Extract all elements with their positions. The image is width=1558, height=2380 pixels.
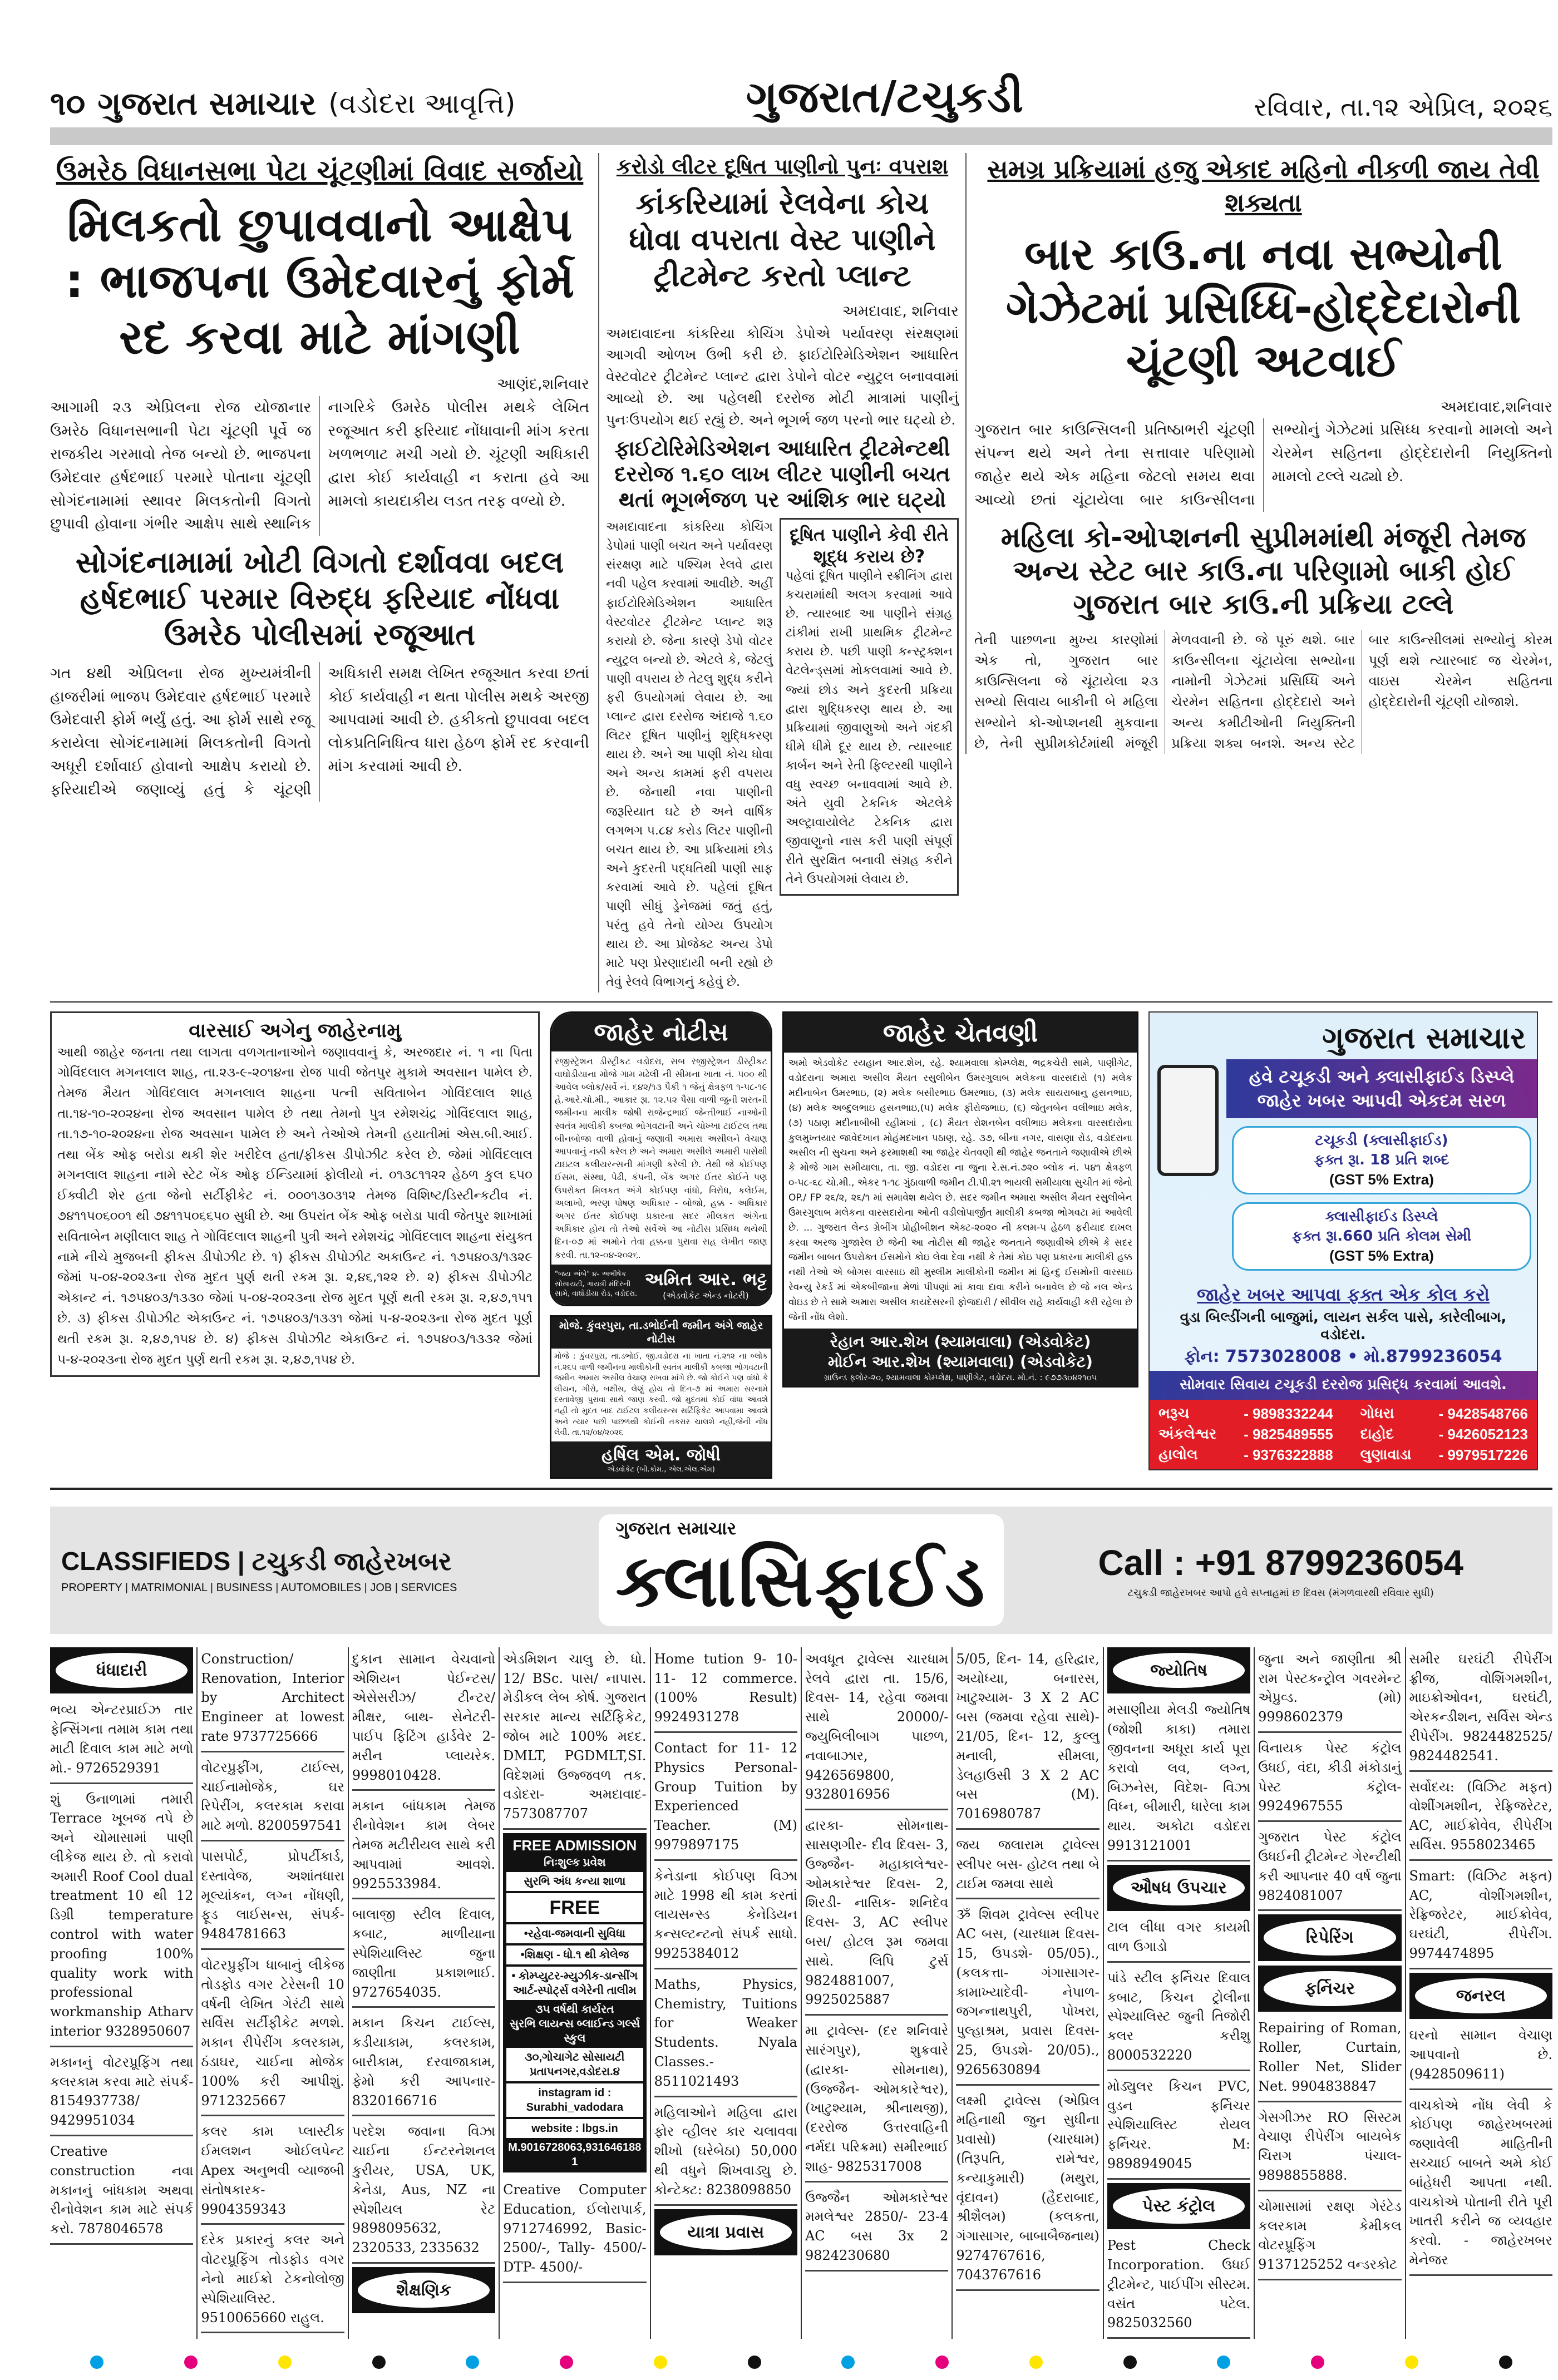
story-body: અમદાવાદના કાંકરિયા કોચિંગ ડેપોમાં પાણી બચત અને પર્યાવરણ સંરક્ષણ માટે પશ્ચિમ રેલવે દ્વારા નવી પહેલ કરવામાં આવીછે. અહીં ફાઈટોરિમેડિએશન આધારિત વેસ્ટવોટર ટ્રીટમેન્ટ પ્લાન્ટ શરૂ કરાયો છે. જેના કારણે ડેપો વોટર ન્યુટ્રલ બન્યો છે. એટલે કે, જેટલું પાણી વપરાય છે તેટલુ શુદ્ધ કરીને ફરી ઉપયોગમાં લેવાય છે. આ પ્લાન્ટ દ્વારા દરરોજ અંદાજે ૧.૬૦ લિટર દૂષિત પાણીનું શુદ્ધિકરણ થાય છે. અને આ પાણી કોચ ધોવા અને અન્ય કામમાં ફરી વપરાય છે. જેનાથી નવા પાણીની જરૂરિયાત ઘટે છે અને વાર્ષિક લગભગ ૫.૮૪ કરોડ લિટર પાણીની બચત થાય છે. આ પ્રક્રિયામાં છોડ અને કુદરતી પદ્ધતિથી પાણી સાફ કરવામાં આવે છે. પહેલાં દૂષિત પાણી સીધું ડ્રેનેજમાં જતું હતું, પરંતુ હવે તેનો યોગ્ય ઉપયોગ થાય છે. આ પ્રોજેક્ટ અન્ય ડેપો માટે પણ પ્રેરણાદાયી બની રહ્યો છે તેવું રેલવે વિભાગનું કહેવું છે. bbox=[606, 520, 773, 990]
advocate-name: મોઈન આર.શેખ (શ્યામવાલા) (એડવોકેટ) bbox=[828, 1352, 1093, 1371]
classified-ad: પરદેશ જવાના વિઝા ચાઈના ઈન્ટરનેશનલ કુરીયર, USA, UK, કેનેડા, Aus, NZ ના સ્પેશીયલ રેટ 9898095632, 2320533, 2335632 bbox=[352, 2120, 495, 2264]
registration-dot bbox=[935, 2356, 949, 2369]
story-headline: મિલકતો છુપાવવાનો આક્ષેપ : ભાજપના ઉમેદવારનું ફોર્મ રદ કરવા માટે માંગણી bbox=[65, 197, 575, 364]
classified-ad: Creative construction નવા મકાનનું બાંધકામ અથવા રીનોવેશન કામ માટે સંપર્ક કરો. 7878046578 bbox=[50, 2140, 193, 2245]
registration-dot bbox=[654, 2356, 667, 2369]
registration-dot bbox=[1123, 2356, 1137, 2369]
category-label: ઔષધ ઉપચાર bbox=[1113, 1870, 1245, 1906]
classifieds-categories: PROPERTY | MATRIMONIAL | BUSINESS | AUTOMOBILES | JOB | SERVICES bbox=[61, 1581, 457, 1594]
registration-marks bbox=[50, 2356, 1552, 2369]
registration-dot bbox=[841, 2356, 855, 2369]
dateline: અમદાવાદ, શનિવાર bbox=[842, 302, 959, 320]
classified-ad: Smart: (વિઝિટ મફત) AC, વોશીંગમશીન, રેફ્રિજરેટર, માઈક્રોવેવ, ઘરઘંટી, રીપેરીંગ. 9974474895 bbox=[1409, 1864, 1552, 1969]
story-bar-council bbox=[965, 153, 1552, 754]
classified-category-header bbox=[1107, 1647, 1250, 1694]
classified-category-header bbox=[654, 2209, 797, 2256]
offer-gst: (GST 5% Extra) bbox=[1329, 1247, 1434, 1265]
classified-ad: બાલાજી સ્ટીલ દિવાલ, કબાટ, માળીયાના સ્પેશિયાલિસ્ટ જુના જાણીતા પ્રકાશભાઈ. 9727654035. bbox=[352, 1903, 495, 2008]
registration-dot bbox=[748, 2356, 761, 2369]
classified-ad: મકાનનું વોટરપ્રૂફિંગ તથા કલરકામ કરવા માટે સંપર્ક- 8154937738/ 9429951034 bbox=[50, 2051, 193, 2136]
story-headline: કાંકરિયામાં રેલવેના કોચ ધોવા વપરાતા વેસ્ટ પાણીને ટ્રીટમેન્ટ કરતો પ્લાન્ટ bbox=[629, 186, 936, 293]
registration-dot bbox=[90, 2356, 103, 2369]
section-title: ગુજરાત/ટચુકડી bbox=[746, 72, 1024, 122]
notice-address: "જય અંબે" ૪- અભીષેક સોસાયટી, ગાયત્રી મંદિરની સામે, વાઘોડીયા રોડ, વડોદરા. bbox=[555, 1270, 638, 1298]
classified-ad: ગેસગીઝર RO સિસ્ટમ વેચાણ રીપેરીંગ બાયબેક ચિરાગ પંચાલ- 9898855888. bbox=[1258, 2106, 1401, 2191]
category-label: ધંધાદારી bbox=[56, 1653, 188, 1688]
ad-line: •રહેવા-જમવાની સુવિધા bbox=[506, 1924, 643, 1943]
classified-category-header bbox=[352, 2267, 495, 2314]
offer-display bbox=[1232, 1202, 1531, 1271]
offer-gst: (GST 5% Extra) bbox=[1329, 1171, 1434, 1188]
classified-ad: ઉજ્જૈન ઓમકારેશ્વર મમલેશ્વર 2850/- 23-4 AC બસ 3x 2 9824230680 bbox=[805, 2186, 948, 2272]
advocate-address: ગ્રાઉન્ડ ફ્લોર-૨૦, શ્યામવાલા કોમ્પ્લેક્ષ, પાણીગેટ, વડોદરા. મો.નં. : ૯૭૭૩૦૪૨૧૦૫ bbox=[824, 1372, 1097, 1382]
category-label: ફર્નિચર bbox=[1264, 1971, 1396, 2007]
story-subhead: મહિલા કો-ઓપ્શનની સુપ્રીમમાંથી મંજૂરી તેમજ અન્ય સ્ટેટ બાર કાઉ.ના પરિણામો બાકી હોઈ ગુજરાત બાર કાઉ.ની પ્રક્રિયા ટલ્લે bbox=[1000, 521, 1526, 620]
advocate-name: હર્ષિલ એમ. જોષી bbox=[601, 1445, 721, 1465]
registration-dot bbox=[372, 2356, 386, 2369]
story-kicker: સમગ્ર પ્રક્રિયામાં હજુ એકાદ મહિનો નીકળી જાય તેવી શક્યતા bbox=[987, 154, 1540, 218]
registration-dot bbox=[1311, 2356, 1324, 2369]
branch-phone: - 9428548766 bbox=[1438, 1405, 1528, 1422]
registration-dot bbox=[278, 2356, 292, 2369]
registration-dot bbox=[1217, 2356, 1230, 2369]
ad-line: M.9016728063,9316461881 bbox=[508, 2141, 642, 2168]
notice-stack bbox=[550, 1011, 772, 1479]
notice-title: જાહેર નોટીસ bbox=[551, 1013, 771, 1051]
classifieds-brand-small: ગુજરાત સમાચાર bbox=[615, 1518, 737, 1539]
classifieds-brand-logo: ક્લાસિફાઈડ bbox=[615, 1538, 987, 1623]
classified-ad: ચોમાસામાં રક્ષણ ગેરંટેડ કલરકામ કેમીકલ વોટરપ્રૂફિંગ 9137125252 વન્ડરકોટ bbox=[1258, 2195, 1401, 2280]
classified-category-header bbox=[1107, 2183, 1250, 2230]
classified-category-header bbox=[1258, 1966, 1401, 2012]
classified-ad: વાચકોએ નોંધ લેવી કે કોઈપણ જાહેરખબરમાં જણાવેલી માહિતીની સચ્ચાઈ બાબતે અમે કોઈ બાંહેધરી આપતા નથી. વાચકોએ પોતાની રીતે પૂરી ખાતરી કરીને જ વ્યવહાર કરવો. - જાહેરખબર મેનેજર bbox=[1409, 2093, 1552, 2276]
classified-ad: વોટરપ્રુફીંગ ધાબાનું લીકેજ તોડફોડ વગર ટેરેસની 10 વર્ષની લેખિત ગેરંટી સાથે સર્વિસ સર્ટીફીકેટ મળશે. મકાન રીપેરીંગ કલરકામ, ઠંડાઘર, ચાઈના મોજેક 100% કરી આપીશું. 9712325667 bbox=[201, 1953, 344, 2116]
story-kankaria bbox=[598, 153, 965, 993]
notice-body: અમો એડવોકેટ રયહાન આર.શેખ, રહે. શ્યામવાલા કોમ્પ્લેક્ષ, ભદ્રકચેરી સામે, પાણીગેટ, વડોદરાના અમારા અસીલ મૈયત રસુલીબેન ઉમરગુલાબ મલેકના વારસદારો (૧) મલેક મદીનાબેન ઉમરભાઇ, (૨) મલેક બસીરભાઇ ઉમરભાઇ, (૩) મલેક સાયરાબાનુ હસનભાઇ, (૪) મલેક અબ્દુલભાઇ હસનભાઇ,(૫) મલેક ફીરોજભાઇ, (૬) જેતુનબેન વલીભાઇ મલેક, (૭) પઠાણ મદીનાબીબી રહીમખાં , (૮) મૈયત રોશનબેન વલીભાઇ મલેકના વારસદારોના કુલમુખ્તયાર જાવેદખાન મોહંમદખાન પઠાણ, રહે. ૩૭, બીના નગર, વાસણા રોડ, વડોદરાના અસીલ ની સુચના અને ફરમાશથી આ જાહેર ચેતવણી થી જાહેર જનતાને જણાવીએ છીએ કે મોજે ગામ સમીયાલા, તા. જી. વડોદરા ના જુના રે.સ.નં.૭૨૦ બ્લોક નં. ૫૪૧ ક્ષેત્રફળ ૦-૫૮-૬૮ ચો.મી., એકર ૧-૧૮ ગુંઠાવાળી જમીન ટી.પી.૨૧ ભાયલી સમીયાલા સુચીત માં જેનો OP./ FP ૨૬/૨, ૨૬/૧ માં સમાવેશ થયેલ છે. સદર જમીન અમારા અસીલ મૈયત રસુલીબેન ઉમરગુલાબ મલેકના વારસદારોના ઓની વડીલોપાર્જીત માલીકી કબજા ભોગવટા માં આવેલી છે. ... ગુજરાત લેન્ડ ગ્રેબીંગ પ્રોહીબીશન એક્ટ-૨૦૨૦ ની કલમ-૫ હેઠળ ફરીયાદ દાખલ કરવા અરજ ગુજારેલ છે જેની આ નોટીસ થી જાહેર જનતાને જણાવીએ છીએ કે સદર જમીન બાબત ઉપરોક્ત ઈસમોને કોઇ લેવા દેવા નથી કે તેમાં કોઇ પણ પ્રકારના માલીકી હક્ક નથી તેઓ એ બોગસ વારસાઇ થી મુસ્લીમ માલીકોની જમીન માં હિન્દુ ઈસમોની વારસાઇ રેવન્યુ રેકર્ડ માં એકબીજાના મેળાં પીપણાં માં કાવા દાવા કરીને બનાવેલ છે જે નલ એન્ડ વોઇડ છે તે સામે અમારા અસીલ કાયદેસરની ફોજદારી / સીવીલ રાહે કાર્યવાહી કરી રહેલા છે જેની નોંધ લેશો. bbox=[788, 1058, 1132, 1323]
category-label: શૈક્ષણિક bbox=[358, 2273, 490, 2308]
classified-ad: ટાલ લીધા વગર કાયમી વાળ ઉગાડો bbox=[1107, 1915, 1250, 1963]
notice-land bbox=[550, 1315, 772, 1479]
branch-phone: - 9376322888 bbox=[1244, 1446, 1333, 1463]
advocate-name: રેહાન આર.શેખ (શ્યામવાલા) (એડવોકેટ) bbox=[830, 1332, 1091, 1351]
classifieds-call-note: ટચુકડી જાહેરખબર આપો હવે સપ્તાહમાં છ દિવસ (મંગળવારથી રવિવાર સુધી) bbox=[1127, 1587, 1434, 1599]
ad-band-line2: જાહેર ખબર આપવી એકદમ સરળ bbox=[1257, 1089, 1506, 1111]
notice-title: વારસાઈ અગેનુ જાહેરનામુ bbox=[189, 1019, 401, 1042]
registration-dot bbox=[560, 2356, 573, 2369]
classified-ad: વિનાયક પેસ્ટ કંટ્રોલ ઉધઈ, વંદા, કીડી મંકોડાનું પેસ્ટ કંટ્રોલ- 9924967555 bbox=[1258, 1736, 1401, 1822]
notices-row bbox=[50, 1011, 1552, 1479]
ad-line: website : lbgs.in bbox=[506, 2119, 643, 2138]
branch-city: હાલોલ bbox=[1158, 1446, 1198, 1463]
classified-ad: કલર કામ પ્લાસ્ટીક ઈમલશન ઓઈલપેન્ટ Apex અનુભવી વ્યાજબી સંતોષકારક- 9904359343 bbox=[201, 2120, 344, 2225]
ad-line: • કોમ્પ્યુટર-મ્યુઝીક-ડાન્સીંગ આર્ટ-સ્પોર્ટ્સ વગેરેની તાલીમ bbox=[506, 1967, 643, 2000]
classified-ad: દુકાન સામાન વેચવાનો એશિયન પેઈન્ટસ/ એસેસરીઝ/ ટીન્ટર/ મીક્ષર, બાથ- સેનેટરી- પાઈપ ફિટિંગ હાર્ડવેર 2- મરીન પ્લાયરેક. 9998010428. bbox=[352, 1647, 495, 1791]
story-body: ગત ૪થી એપ્રિલના રોજ મુખ્યમંત્રીની હાજરીમાં ભાજપ ઉમેદવાર હર્ષદભાઈ પરમારે ઉમેદવારી ફોર્મ ભર્યું હતું. આ ફોર્મ સાથે રજૂ કરાયેલા સોગંદનામામાં મિલકતોની વિગતો અધૂરી દર્શાવાઈ હોવાનો આક્ષેપ કરાયો છે. ફરિયાદીએ જણાવ્યું હતું કે ચૂંટણી અધિકારી સમક્ષ લેખિત રજૂઆત કરવા છતાં કોઈ કાર્યવાહી ન થતા પોલીસ મથકે અરજી આપવામાં આવી છે. હકીકતો છુપાવવા બદલ લોકપ્રતિનિધિત્વ ધારા હેઠળ ફોર્મ રદ કરવાની માંગ કરવામાં આવી છે. bbox=[50, 664, 589, 798]
category-label: યાત્રા પ્રવાસ bbox=[660, 2215, 792, 2250]
classified-ad: Construction/ Renovation, Interior by Architect Engineer at lowest rate 9737725666 bbox=[201, 1647, 344, 1752]
classified-ad: ભવ્ય એન્ટરપ્રાઈઝ તાર ફેન્સિંગના તમામ કામ તથા માટી દિવાલ કામ માટે મળો મો.- 9726529391 bbox=[50, 1698, 193, 1784]
category-label: જ્યોતિષ bbox=[1113, 1653, 1245, 1688]
story-subhead: ફાઈટોરિમેડિએશન આધારિત ટ્રીટમેન્ટથી દરરોજ ૧.૬૦ લાખ લીટર પાણીની બચત થતાં ભૂગર્ભજળ પર આંશિક ભાર ઘટ્યો bbox=[614, 436, 950, 512]
ad-cta: જાહેર ખબર આપવા ફક્ત એક કોલ કરો bbox=[1197, 1284, 1490, 1306]
page-number: ૧૦ bbox=[50, 85, 86, 122]
ad-brand-logo: ગુજરાત સમાચાર bbox=[1322, 1020, 1526, 1055]
dateline: અમદાવાદ,શનિવાર bbox=[1441, 398, 1552, 416]
classified-ad: 5/05, દિન- 14, હરિદ્વાર, અયોધ્યા, બનારસ, ખાટુશ્યામ- 3 X 2 AC બસ (જમવા રહેવા સાથે)- 21/05, દિન- 12, કુલ્લુ મનાલી, સીમલા, ડેલહાઉસી 3 X 2 AC બસ (M). 7016980787 bbox=[956, 1647, 1099, 1830]
section-rule bbox=[50, 1001, 1552, 1003]
sidebar-title: દૂષિત પાણીને કેવી રીતે શૂદ્ધ કરાય છે? bbox=[790, 524, 949, 567]
notice-body: આથી જાહેર જનતા તથા લાગતા વળગતાનાઓને જણાવવાનું કે, અરજદાર નં. ૧ ના પિતા ગોવિંદલાલ મગનલાલ શાહ, તા.૨૩-૯-૨૦૧૪ના રોજ પાવી જેતપુર મુકામે અવસાન પામેલ છે. તેમજ મૈયત ગોવિંદલાલ મગનલાલ શાહના પત્ની સવિતાબેન ગોવિંદલાલ શાહ તા.૧૪-૧૦-૨૦૨૪ના રોજ અવસાન પામેલ છે તથા તેમનો પુત્ર રમેશચંદ્ર ગોવિંદલાલ શાહ, તા.૧૭-૧૦-૨૦૨૪ના રોજ અવસાન પામેલ છે અને તેઓએ તેમની હયાતીમાં એસ.બી.આઈ. તથા બેંક ઓફ બરોડા થકી શેર ખરીદેલ હતા/ફીકસ ડીપોઝીટ કરેલ છે. જેમાં ગોવિંદલાલ મગનલાલ શાહના નામે સ્ટેટ બેંક ઓફ ઈન્ડિયામાં ફોલીયો નં. ૦૧૩૮૧૧૨૨ હેઠળ કુલ ૬૫૦ ઈક્વીટી શેર હતા જેનો સર્ટીફીકેટ નં. ૦૦૦૧૩૦૩૧૨ તેમજ વિશિષ્ટ/ડિસ્ટીન્કટીવ નં. ૭૪૧૧૫૦૬૦૦૧ થી ૭૪૧૧૫૦૬૬૫૦ સુધી છે. આ ઉપરાંત બેંક ઓફ બરોડા પાવી જેતપુર શાખામાં સવિતાબેન મણીલાલ શાહ તે ગોવિંદલાલ શાહની પુત્રી અને રમેશચંદ્ર ગોવિંદલાલ શાહના સંયુક્ત નામે નીચે મુજબની ફીકસ ડીપોઝીટ છે. ૧) ફીકસ ડીપોઝીટ અકાઉન્ટ નં. ૧૭૫૪૦૩/૧૩૨૯ જેમાં ૫-૦૪-૨૦૨૩ના રોજ મુદત પુર્ણ થતી રકમ રૂા. ૨,૪૬,૧૨૨ છે. ૨) ફીકસ ડીપોઝીટ એકાન્ટ નં. ૧૭૫૪૦૩/૧૩૩૦ જેમાં ૫-૦૪-૨૦૨૩ના રોજ મુદત પૂર્ણ થતી રકમ રૂા. ૨,૪૭,૧૫૧ છે. ૩) ફીકસ ડીપોઝીટ એકાઉન્ટ નં. ૧૭૫૪૦૩/૧૩૩૧ જેમાં ૫-૪-૨૦૨૩ના રોજ મુદત પૂર્ણ થતી રકમ રૂા. ૨,૪૭,૧૫૪ છે. ૪) ફીકસ ડીપોઝીટ એકાઉન્ટ નં. ૧૭૫૪૦૩/૧૩૩૨ જેમાં ૫-૪-૨૦૨૩ના રોજ મુદત પુર્ણ થતી રકમ રૂા. ૨,૪૭,૧૫૪ છે. bbox=[57, 1045, 533, 1367]
ad-line: સુરભિ અંધ કન્યા શાળા bbox=[506, 1872, 643, 1891]
classified-ad: દ્વારકા- સોમનાથ- સાસણગીર- દીવ દિવસ- 3, ઉજ્જૈન- મહાકાલેશ્વર-ઓમકારેશ્વર દિવસ- 2, શિરડી- નાસિક- શનિદેવ દિવસ- 3, AC સ્લીપર બસ/ હોટલ રૂમ જમવા સાથે. લિપિ ટુર્સ 9824881007, 9925025887 bbox=[805, 1814, 948, 2016]
classified-ad: મસાણીયા મેલડી જ્યોતિષ (જોશી કાકા) તમારા જીવનના અધૂરા કાર્ય પૂરા કરાવો લવ, લગ્ન, બિઝનેસ, વિદેશ- વિઝા વિધ્ન, બીમારી, ધારેલા કામ થાય. અકોટા વડોદરા 9913121001 bbox=[1107, 1698, 1250, 1861]
classified-ad: Contact for 11- 12 Physics Personal- Group Tuition by Experienced Teacher. (M) 9979897175 bbox=[654, 1736, 797, 1861]
edition: (વડોદરા આવૃત્તિ) bbox=[328, 87, 516, 120]
free-admission-ad bbox=[503, 1833, 646, 2172]
masthead bbox=[50, 72, 1552, 123]
branch-city: લુણાવાડા bbox=[1360, 1446, 1412, 1463]
classified-ad: એડમિશન ચાલુ છે. ધો. 12/ BSc. પાસ/ નાપાસ. મેડીકલ લેબ કોર્ષ. ગુજરાત સરકાર માન્ય સર્ટિફિકેટ, જોબ માટે 100% મદદ. DMLT, PGDMLT,SI. વિદેશમાં ઉજ્જવળ તક. વડોદરા- અમદાવાદ- 7573087707 bbox=[503, 1647, 646, 1830]
category-label: જનરલ bbox=[1415, 1978, 1547, 2014]
classified-ad: જય જલારામ ટ્રાવેલ્સ સ્લીપર બસ- હોટલ તથા બે ટાઈમ જમવા સાથે bbox=[956, 1833, 1099, 1899]
advocate-name: અમિત આર. ભટ્ટ bbox=[644, 1268, 767, 1290]
newspaper-page bbox=[50, 0, 1552, 2369]
classified-ad: Repairing of Roman, Roller, Curtain, Roller Net, Slider Net. 9904838847 bbox=[1258, 2016, 1401, 2102]
classified-ad: દરેક પ્રકારનું કલર અને વોટરપ્રૂફિંગ તોડફોડ વગર નેનો માઈક્રો ટેકનોલોજી સ્પેશિયાલિસ્ટ. 9510065660 રાહુલ. bbox=[201, 2228, 344, 2333]
classified-category-header bbox=[50, 1647, 193, 1694]
classified-ad: ૐ શિવમ ટ્રાવેલ્સ સ્લીપર AC બસ, (ચારધામ દિવસ- 15, ઉપડશે- 05/05)., (કલકત્તા- ગંગાસાગર- કામાખ્યાદેવી- નેપાળ- જગન્નાથપુરી, પોખરા, પુલ્હાશ્રમ, પ્રવાસ દિવસ- 25, ઉપડશે- 20/05)., 9265630894 bbox=[956, 1903, 1099, 2085]
classified-promo-ad bbox=[1148, 1011, 1538, 1470]
ad-schedule: સોમવાર સિવાય ટચૂકડી દરરોજ પ્રસિદ્ધ કરવામાં આવશે. bbox=[1150, 1371, 1537, 1399]
ad-address: વુડા બિલ્ડીંગની બાજુમાં, લાયન સર્કલ પાસે, કારેલીબાગ, વડોદરા. bbox=[1180, 1309, 1507, 1344]
branch-phone: - 9898332244 bbox=[1244, 1405, 1333, 1422]
classified-ad: મકાન બાંધકામ તેમજ રીનોવેશન કામ લેબર તેમજ મટીરીયલ સાથે કરી આપવામાં આવશે. 9925533984. bbox=[352, 1794, 495, 1899]
advocate-title: (એડવોકેટ એન્ડ નોટરી) bbox=[663, 1290, 749, 1301]
classified-ad: મોડ્યુલર કિચન PVC, વુડન ફર્નિચર સ્પેશિયાલિસ્ટ રોયલ ફર્નિચર. M: 9898949045 bbox=[1107, 2075, 1250, 2180]
offer-price: ફક્ત રૂા. 18 પ્રતિ શબ્દ bbox=[1314, 1151, 1449, 1168]
branch-city: ભરૂચ bbox=[1158, 1405, 1190, 1422]
classified-ad: Pest Check Incorporation. ઉધઈ ટ્રીટમેન્ટ, પાઈપીંગ સીસ્ટમ. વસંત પટેલ. 9825032560 bbox=[1107, 2234, 1250, 2339]
ad-line: FREE bbox=[506, 1893, 643, 1922]
dateline: આણંદ,શનિવાર bbox=[497, 376, 589, 393]
classifieds-call: Call : +91 8799236054 bbox=[1098, 1542, 1464, 1583]
issue-date: રવિવાર, તા.૧૨ એપ્રિલ, ૨૦૨૬ bbox=[1254, 92, 1552, 122]
ad-line: •શિક્ષણ - ધો.૧ થી કોલેજ bbox=[506, 1946, 643, 1964]
masthead-left bbox=[50, 85, 515, 123]
advocate-title: એડવોકેટ (બી.કોમ., એલ.એલ.એમ) bbox=[607, 1465, 715, 1474]
classified-ad: લક્ષ્મી ટ્રાવેલ્સ (એપ્રિલ મહિનાથી જુન સુધીના પ્રવાસો) (ચારધામ) (તિરૂપતિ, રામેશ્વર, કન્યાકુમારી) (મથુરા, વૃંદાવન) (હૈદરાબાદ, શ્રીશૈલમ) (કલકતા, ગંગાસાગર, બાબાબૈજનાથ) 9274767616, 7043767616 bbox=[956, 2089, 1099, 2291]
offer-price: ફક્ત રૂા.660 પ્રતિ કોલમ સેમી bbox=[1291, 1228, 1472, 1245]
ad-line: ૩૦,ગોચાગેટ સોસાયટી પ્રતાપનગર,વડોદરા.૪ bbox=[506, 2048, 643, 2081]
story-kicker: કરોડો લીટર દૂષિત પાણીનો પુનઃ વપરાશ bbox=[616, 154, 949, 179]
story-body: તેની પાછળના મુખ્ય કારણોમાં એક તો, ગુજરાત બાર કાઉન્સિલના જે ચૂંટાયેલા ૨૩ સભ્યો સિવાય બાકીની બે મહિલા સભ્યોને કો-ઓપ્શનથી મુકવાના છે, તેની સુપ્રીમકોર્ટમાંથી મંજૂરી મેળવવાની છે. જે પૂરું થશે. બાર કાઉન્સીલના ચૂંટાયેલા સભ્યોના નામોની ગેઝેટમાં પ્રસિધ્ધિ અને ચેરમેન સહિતના હોદ્દેદારો અને અન્ય કમીટીઓની નિયુક્તિની પ્રક્રિયા શક્ય બનશે. અન્ય સ્ટેટ બાર કાઉન્સીલમાં સભ્યોનું કોરમ પૂર્ણ થશે ત્યારબાદ જ ચેરમેન, વાઇસ ચેરમેન સહિતના હોદ્દેદારોની ચૂંટણી યોજાશે. bbox=[974, 631, 1552, 751]
ad-line: ૩૫ વર્ષથી કાર્યરત bbox=[535, 2003, 614, 2016]
story-kicker: ઉમરેઠ વિધાનસભા પેટા ચૂંટણીમાં વિવાદ સર્જાયો bbox=[56, 155, 584, 187]
classified-ad: સમીર ઘરઘંટી રીપેરીંગ ફ્રીજ, વોશિંગમશીન, માઇક્રોઓવન, ઘરઘંટી, એરકન્ડીશન, સર્વિસ એન્ડ રીપેરીંગ. 9824482525/ 9824482541. bbox=[1409, 1647, 1552, 1772]
offer-title: ટચૂકડી (ક્લાસીફાઈડ) bbox=[1315, 1132, 1448, 1149]
category-label: રિપેરિંગ bbox=[1264, 1920, 1396, 1956]
story-lede: અમદાવાદના કાંકરિયા કોચિંગ ડેપોએ પર્યાવરણ સંરક્ષણમાં આગવી ઓળખ ઉભી કરી છે. ફાઈટોરિમેડિએશન આધારિત વેસ્ટવોટર ટ્રીટમેન્ટ પ્લાન્ટ દ્વારા ડેપોને વોટર ન્યુટ્રલ બનાવવામાં આવ્યો છે. આ પહેલથી દરરોજ મોટી માત્રામાં પાણીનું પુનઃઉપયોગ થઈ રહ્યું છે. અને ભૂગર્ભ જળ પરનો ભાર ઘટ્યો છે. bbox=[606, 325, 959, 428]
ad-line: FREE ADMISSION bbox=[512, 1836, 637, 1854]
notice-body: રજીસ્ટ્રેશન ડીસ્ટ્રીકટ વડોદરા, સબ રજીસ્ટ્રેશન ડીસ્ટ્રીકટ વાઘોડીયાના મોજે ગામ મઢેલી ની સીમના ખાતા નં. ૫૦૦ થી આવેલ બ્લોક/સર્વે નં. ૬૪૨/૧૩ પૈકી ૧ જેનું ક્ષેત્રફળ ૧-૫૮-૧૯ હે.આરે.ચો.મી., આકાર રૂા. ૧૨.૫૨ પૈસા વાળી જુની શરતની જમીનના માલીક જોષી રાજેન્દ્રભાઈ જેન્તીભાઈ નાઓની સ્વતંત્ર માલીકી કબજા ભોગવટાની અને ચોખ્ખા ટાઈટલ તથા બીનબોજા વાળી હોવાનું જણાવી અમારા અસીલને વેચાણ આપવાનું નક્કી કરેલ છે અને અમારા અસીલે અમારી પાસેથી ટાઇટલ કલીયરન્સની માંગણી કરેલી છે. તેથી જે કોઈપણ ઈસમ, સંસ્થા, પેઢી, કંપની, બેંક અગર ઈતર કોઈને પણ ઉપરોક્ત મિલકત અંગે કોઈપણ વાંધો, વિરોધ, કલેઈમ, અલાખો, ભરણ પોષણ અધિકાર - બોજો, હક્ક - અધિકાર અગર ઈતર કોઈપણ પ્રકારના સદર મીલકત અંગેના અધિકાર હોય તો તેઓ સર્વેએ આ નોટીસ પ્રસિધ્ધ થયેથી દિન-૦૭ માં અમોને તેવા હક્કના પુરાવા સહ લેખીત જાણ કરવી. તા.૧૨-૦૪-૨૦૨૬. bbox=[555, 1055, 767, 1260]
notice-inheritance bbox=[50, 1011, 540, 1377]
classified-ad: Home tution 9- 10- 11- 12 commerce. (100% Result) 9924931278 bbox=[654, 1647, 797, 1733]
classified-category-header bbox=[1258, 1914, 1401, 1961]
classified-ad: પાસપોર્ટ, પ્રોપર્ટીકાર્ડ, દસ્તાવેજ, અશાંતધારા મૂલ્યાંકન, લગ્ન નોંધણી, ફૂડ લાઈસન્સ, સંપર્ક- 9484781663 bbox=[201, 1845, 344, 1950]
notice-warning bbox=[782, 1011, 1138, 1387]
branch-phone: - 9979517226 bbox=[1438, 1446, 1528, 1463]
branch-city: ગોધરા bbox=[1360, 1405, 1394, 1422]
sidebar-body: પહેલાં દૂષિત પાણીને સ્ક્રીનિંગ દ્વારા કચરામાંથી અલગ કરવામાં આવે છે. ત્યારબાદ આ પાણીને સંગ્રહ ટાંકીમાં રાખી પ્રાથમિક ટ્રીટમેન્ટ કરાય છે. પછી પાણી કન્સ્ટ્રક્શન વેટલેન્ડ્સમાં મોકલવામાં આવે છે. જ્યાં છોડ અને કુદરતી પ્રક્રિયા દ્વારા શુદ્ધિકરણ થાય છે. આ પ્રક્રિયામાં જીવાણુઓ અને ગંદકી ધીમે ધીમે દૂર થાય છે. ત્યારબાદ કાર્બન અને રેતી ફિલ્ટરથી પાણીને વધુ સ્વચ્છ બનાવવામાં આવે છે. અંતે યુવી ટેકનિક એટલેકે અલ્ટ્રાવાયોલેટ ટેકનિક દ્વારા જીવાણુનો નાસ કરી પાણી સંપૂર્ણ રીતે સુરક્ષિત બનાવી સંગ્રહ કરીને તેને ઉપયોગમાં લેવાય છે. bbox=[786, 569, 953, 887]
section-rule bbox=[50, 1488, 1552, 1490]
offer-title: ક્લાસીફાઈડ ડિસ્પ્લે bbox=[1325, 1208, 1438, 1226]
classified-ad: વોટરપ્રુફીંગ, ટાઈલ્સ, ચાઈનામોજેક, ઘર રિપેરીંગ, કલરકામ કરાવા માટે મળો. 8200597541 bbox=[201, 1756, 344, 1841]
registration-dot bbox=[1405, 2356, 1418, 2369]
story-subhead: સોગંદનામામાં ખોટી વિગતો દર્શાવવા બદલ હર્ષદભાઈ પરમાર વિરુદ્ધ ફરિયાદ નોંધવા ઉમરેઠ પોલીસમાં રજૂઆત bbox=[75, 545, 564, 652]
classified-category-header bbox=[1409, 1973, 1552, 2019]
phone-in-hand-icon bbox=[1157, 1065, 1219, 1176]
classified-ad: શું ઉનાળામાં તમારી Terrace ખૂબજ તપે છે અને ચોમાસામાં પાણી લીકેજ થાય છે. તો કરાવો અમારી Roof Cool dual treatment 10 થી 12 ડિગ્રી temperature control with water proofing 100% quality work with professional workmanship Atharv interior 9328950607 bbox=[50, 1788, 193, 2047]
notice-public bbox=[550, 1011, 772, 1306]
branch-phone: - 9426052123 bbox=[1438, 1425, 1528, 1443]
classified-category-header bbox=[1107, 1865, 1250, 1912]
branch-city: અંકલેશ્વર bbox=[1158, 1425, 1217, 1443]
classified-ad: Creative Computer Education, ઈલોરાપાર્ક, 9712746992, Basic- 2500/-, Tally- 4500/- DTP- 4500/- bbox=[503, 2178, 646, 2283]
notice-title: મોજે. કુંવરપુરા, તા.ડભોઈની જમીન અંગે જાહેર નોટીસ bbox=[551, 1317, 771, 1349]
classified-ad: મકાન કિચન ટાઈલ્સ, કડીયાકામ, કલરકામ, બારીકામ, દરવાજાકામ, ફેમો કરી આપનાર- 8320166716 bbox=[352, 2011, 495, 2116]
category-label: પેસ્ટ કંટ્રોલ bbox=[1113, 2189, 1245, 2224]
ad-band-line1: હવે ટચૂકડી અને ક્લાસીફાઈડ ડિસ્પ્લે bbox=[1249, 1065, 1515, 1087]
story-umreth bbox=[50, 153, 598, 802]
classified-ad: ઘરનો સામાન વેચાણ આપવાનો છે. (9428509611) bbox=[1409, 2023, 1552, 2090]
classifieds-logo-bg bbox=[599, 1514, 1003, 1626]
paper-logo: ગુજરાત સમાચાર bbox=[97, 85, 317, 122]
classified-ad: કેનેડાના કોઈપણ વિઝા માટે 1998 થી કામ કરતાં લાયસન્સ્ડ કેનેડિયન કન્સલ્ટન્ટનો સંપર્ક સાધો. 9925384012 bbox=[654, 1864, 797, 1969]
story-lede: ગુજરાત બાર કાઉન્સિલની પ્રતિષ્ઠાભરી ચૂંટણી સંપન્ન થયે અને તેના સત્તાવાર પરિણામો જાહેર થયે એક મહિના જેટલો સમય થવા આવ્યો છતાં ચૂંટાયેલા બાર કાઉન્સીલના સભ્યોનું ગેઝેટમાં પ્રસિધ્ધ કરવાનો મામલો અને ચેરમેન સહિતના હોદ્દેદારોની નિયુક્તિનો મામલો ટલ્લે ચઢ્યો છે. bbox=[974, 421, 1552, 508]
classified-ad: મહિલાઓને મહિલા દ્વારા ફોર વ્હીલર કાર ચલાવવા શીખો (ઘરેબેઠા) 50,000 થી વધુને શિખવાડ્યુ છે. કોન્ટેક્ટ: 8238098850 bbox=[654, 2101, 797, 2206]
registration-dot bbox=[1029, 2356, 1043, 2369]
branch-city: દાહોદ bbox=[1360, 1425, 1394, 1443]
classified-ad: ગુજરાત પેસ્ટ કંટ્રોલ ઉધઈની ટ્રીટમેન્ટ ગેરન્ટીથી કરી આપનાર 40 વર્ષ જુના 9824081007 bbox=[1258, 1825, 1401, 1911]
classified-columns bbox=[50, 1647, 1552, 2339]
notice-body: મોજે : કુંવરપુરા, તા.ડભોઈ, જી.વડોદરા ના ખાતા નં.૨૧૨ ના બ્લોક નં.૨૬૫ વાળી જમીનના માલીકોની સ્વતંત્ર માલીકી કબજા ભોગવટાની જમીન અમારા અસીલ વેચાણ રાખવા માંગે છે. જો કોઈને પણ વાંધો કે લીયન, ગીરો, બક્ષીસ, લેણું હોય તો દિન-૭ માં અમારા સરનામે દસ્તાવેજી પુરાવા સાથે જાણ કરવી. જો મુદતમાં કોઈ વાંધા આવશે નહી તો મુદત બાદ ટાઈટલ કલીયરન્સ સર્ટિફિકેટ આપવામા આવશે અને ત્યાર પછી પાછળથી કોઈની તકરાર ચાલશે નહી,જેની નોંધ લેવી. તા.૧૨/૦૪/૨૦૨૬ bbox=[554, 1352, 768, 1438]
classifieds-title: CLASSIFIEDS | ટચુકડી જાહેરખબર bbox=[61, 1547, 452, 1576]
top-stories-row bbox=[50, 153, 1552, 993]
classified-ad: અવધૂત ટ્રાવેલ્સ ચારધામ રેલવે દ્વારા તા. 15/6, દિવસ- 14, રહેવા જમવા સાથે 20000/- જ્યુબિલીબાગ પાછળ, નવાબાઝાર, 9426569800, 9328016956 bbox=[805, 1647, 948, 1810]
story-lede: આગામી ૨૩ એપ્રિલના રોજ યોજાનાર ઉમરેઠ વિધાનસભાની પેટા ચૂંટણી પૂર્વે જ રાજકીય ગરમાવો તેજ બન્યો છે. ભાજપના ઉમેદવાર હર્ષદભાઈ પરમારે પોતાના ચૂંટણી સોગંદનામામાં સ્થાવર મિલકતોની વિગતો છુપાવી હોવાના ગંભીર આક્ષેપ સાથે સ્થાનિક નાગરિકે ઉમરેઠ પોલીસ મથકે લેખિત રજૂઆત કરી ફરિયાદ નોંધાવાની માંગ કરતા ખળભળાટ મચી ગયો છે. ચૂંટણી અધિકારી દ્વારા કોઈ કાર્યવાહી ન કરાતા હવે આ મામલો કાયદાકીય લડત તરફ વળ્યો છે. bbox=[50, 399, 589, 533]
sidebar-box bbox=[780, 518, 959, 895]
ad-line: નિઃશુલ્ક પ્રવેશ bbox=[544, 1856, 606, 1869]
registration-dot bbox=[1499, 2356, 1512, 2369]
offer-classified bbox=[1232, 1126, 1531, 1194]
ad-line: instagram id : Surabhi_vadodara bbox=[506, 2083, 643, 2117]
story-headline: બાર કાઉ.ના નવા સભ્યોની ગેઝેટમાં પ્રસિધ્ધિ-હોદ્દેદારોની ચૂંટણી અટવાઈ bbox=[1005, 228, 1521, 387]
classified-ad: મા ટ્રાવેલ્સ- (દર શનિવારે સારંગપુર), શુક્રવારે (દ્વારકા- સોમનાથ), (ઉજ્જૈન- ઓમકારેશ્વર), (ખાટુશ્યામ, શ્રીનાથજી), (દરરોજ ઉત્તરવાહિની નર્મદા પરિક્રમા) સમીરભાઈ શાહ- 9825317008 bbox=[805, 2019, 948, 2182]
ad-phones: ફોન: 7573028008 • મો.8799236054 bbox=[1184, 1347, 1502, 1367]
header-rule bbox=[50, 127, 1552, 145]
branch-phone: - 9825489555 bbox=[1244, 1425, 1333, 1443]
registration-dot bbox=[184, 2356, 198, 2369]
classified-ad: પાંડે સ્ટીલ ફર્નિચર દિવાલ કબાટ, કિચન ટ્રોલીના સ્પેશ્યાલિસ્ટ જુની તિજોરી કલર કરીશુ 8000532220 bbox=[1107, 1966, 1250, 2071]
classified-ad: Maths, Physics, Chemistry, Tuitions for Weaker Students. Nyala Classes.- 8511021493 bbox=[654, 1973, 797, 2097]
classified-ad: જુના અને જાણીતા શ્રી રામ પેસ્ટકન્ટ્રોલ ગવરમેન્ટ એપ્રુવ્ડ. (મો) 9998602379 bbox=[1258, 1647, 1401, 1733]
classified-ad: સર્વોદય: (વિઝિટ મફત) વોશીંગમશીન, રેફ્રિજરેટર, AC, માઈક્રોવેવ, રીપેરીંગ સર્વિસ. 9558023465 bbox=[1409, 1775, 1552, 1861]
branch-phone-list bbox=[1150, 1400, 1537, 1469]
classifieds-banner bbox=[50, 1507, 1552, 1634]
ad-line: સુરભિ લાયન્સ બ્લાઈન્ડ ગર્લ્સ સ્કુલ bbox=[509, 2017, 640, 2045]
notice-title: જાહેર ચેતવણી bbox=[784, 1013, 1137, 1053]
registration-dot bbox=[466, 2356, 479, 2369]
